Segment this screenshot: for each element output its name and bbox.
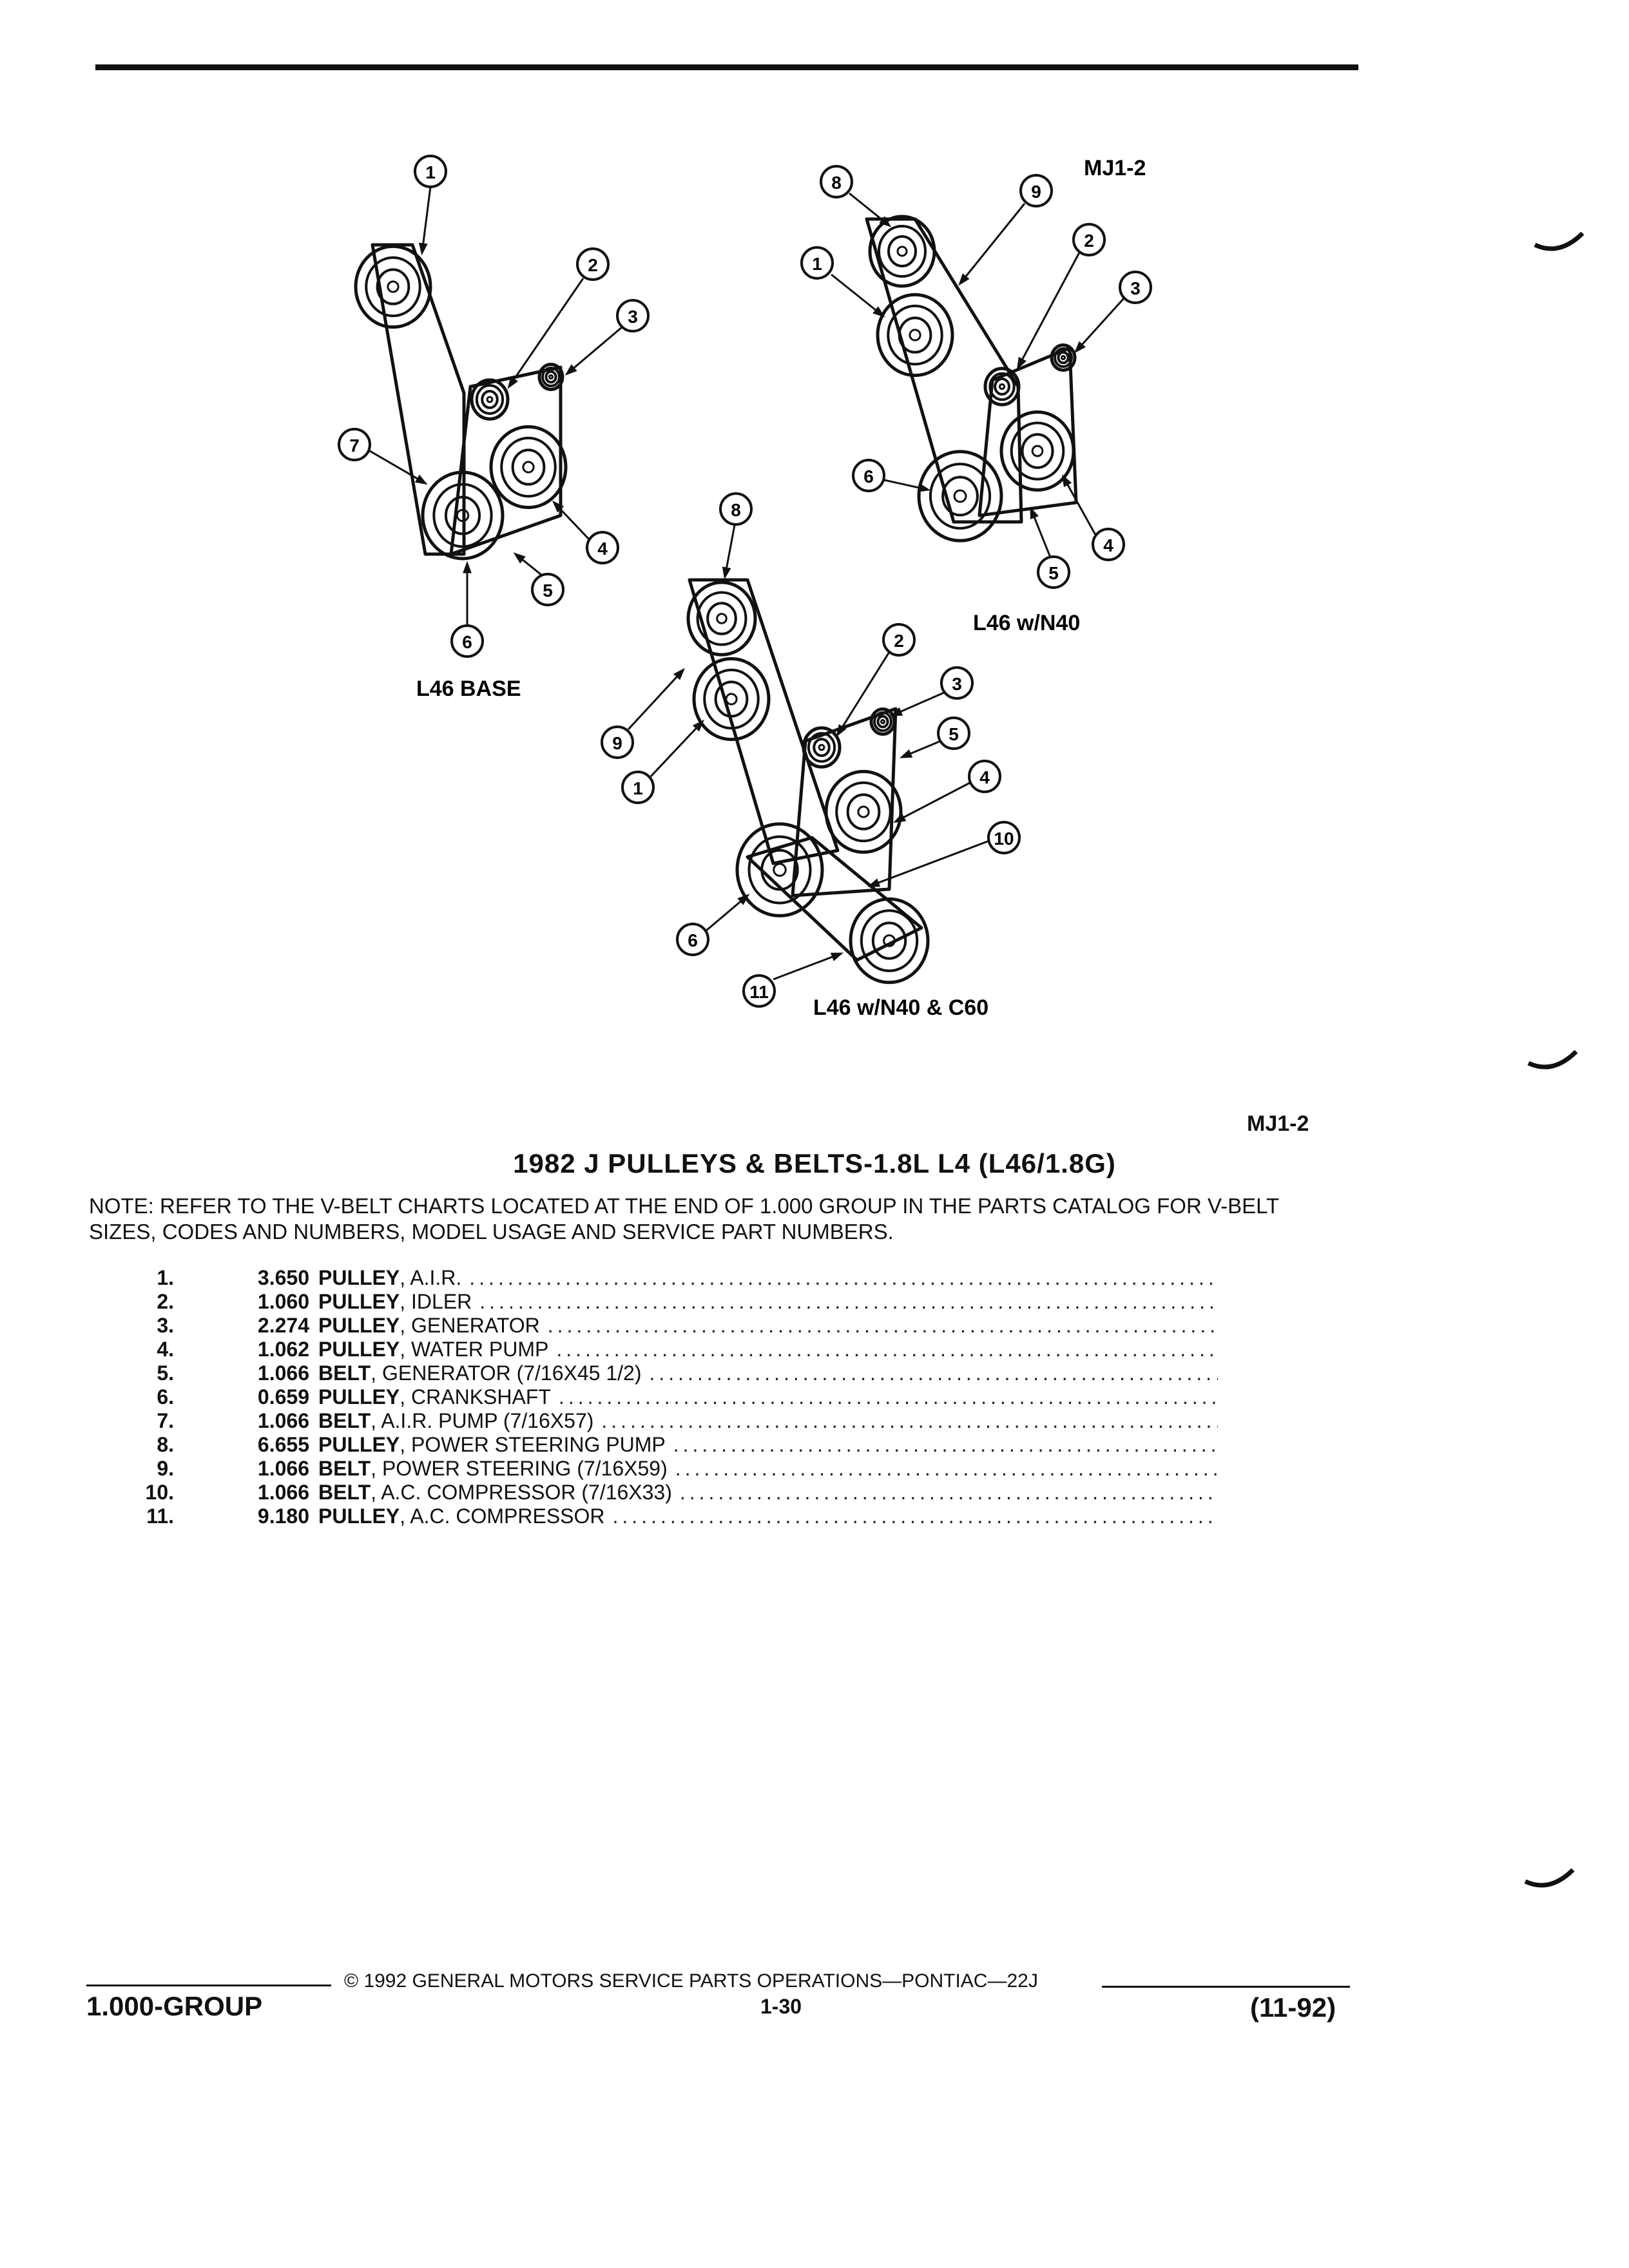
leader-dots (559, 1385, 1218, 1409)
leader-dots (649, 1361, 1218, 1385)
pulley (878, 294, 952, 375)
svg-text:6: 6 (863, 466, 874, 486)
callout-1 (802, 247, 833, 278)
arrowhead (870, 880, 879, 886)
parts-row (122, 1457, 1218, 1481)
part-name: BELT (318, 1481, 371, 1504)
svg-text:6: 6 (688, 930, 698, 950)
leader-dots (613, 1504, 1218, 1528)
part-detail: , WATER PUMP (400, 1338, 549, 1361)
callout-10 (988, 822, 1019, 853)
leader-line (896, 783, 970, 822)
figure-id: MJ1-2 (1247, 1111, 1309, 1136)
callout-9 (1021, 175, 1052, 206)
callout-6 (452, 626, 483, 657)
parts-row (122, 1290, 1218, 1314)
catalog-note: NOTE: REFER TO THE V-BELT CHARTS LOCATED AT THE END OF 1.000 GROUP IN THE PARTS CATALOG FOR V-BELT SIZES, CODES AND NUMBERS, MODEL USAGE AND SERVICE PART NUMBERS. (89, 1194, 1279, 1244)
part-code: 1.066 (257, 1457, 309, 1480)
binding-mark (1524, 1869, 1576, 1894)
part-description (309, 1266, 1218, 1290)
part-detail: , POWER STEERING (7/16X59) (371, 1457, 668, 1480)
callout-9 (602, 727, 633, 758)
svg-text:2: 2 (1084, 231, 1094, 251)
svg-text:6: 6 (462, 632, 472, 652)
part-number: 10. (145, 1481, 174, 1504)
part-description (309, 1290, 1218, 1314)
svg-text:3: 3 (628, 307, 638, 327)
leader-line (1076, 298, 1124, 351)
page-number: 1-30 (760, 1995, 802, 2018)
figure-id-top: MJ1-2 (1084, 156, 1146, 180)
callout-7 (339, 429, 370, 460)
leader-dots (469, 1266, 1218, 1290)
callout-3 (941, 668, 972, 698)
arrowhead (902, 751, 911, 757)
leader-line (370, 451, 425, 483)
pulley (870, 216, 934, 286)
leader-line (870, 841, 989, 886)
part-detail: , CRANKSHAFT (400, 1385, 551, 1408)
part-number: 4. (157, 1338, 174, 1361)
svg-text:9: 9 (1031, 182, 1041, 202)
part-number: 6. (157, 1385, 174, 1408)
callout-4 (587, 532, 618, 563)
part-name: PULLEY (318, 1433, 400, 1456)
part-name: PULLEY (318, 1266, 400, 1289)
pulley (491, 427, 566, 507)
leader-line (831, 274, 883, 316)
svg-text:4: 4 (1103, 535, 1113, 555)
part-description (309, 1314, 1218, 1338)
pulley (919, 452, 1001, 541)
part-detail: , A.I.R. PUMP (7/16X57) (371, 1409, 594, 1432)
part-number: 5. (157, 1361, 174, 1385)
parts-row (122, 1504, 1218, 1528)
parts-row (122, 1338, 1218, 1361)
leader-dots (680, 1481, 1218, 1504)
part-name: BELT (318, 1361, 371, 1385)
part-number: 9. (157, 1457, 174, 1480)
callout-1 (415, 156, 446, 187)
arrowhead (420, 244, 427, 253)
parts-row (122, 1409, 1218, 1433)
part-description (309, 1385, 1218, 1409)
leader-dots (479, 1290, 1218, 1314)
leader-line (628, 670, 683, 729)
part-name: BELT (318, 1457, 371, 1480)
arrowhead (1063, 477, 1070, 486)
leader-line (773, 954, 841, 979)
svg-text:7: 7 (349, 436, 360, 456)
variant-label-base: L46 BASE (416, 677, 521, 701)
svg-text:3: 3 (952, 674, 962, 694)
callout-8 (720, 494, 751, 524)
leader-dots (675, 1457, 1218, 1481)
arrowhead (1031, 509, 1037, 518)
parts-row (122, 1361, 1218, 1385)
leader-dots (601, 1409, 1218, 1433)
page-title: 1982 J PULLEYS & BELTS-1.8L L4 (L46/1.8G) (513, 1148, 1116, 1178)
part-code: 3.650 (257, 1266, 309, 1289)
part-number: 11. (146, 1504, 174, 1528)
leader-line (1063, 477, 1095, 535)
arrowhead (464, 564, 470, 572)
callout-6 (677, 924, 708, 955)
parts-row (122, 1385, 1218, 1409)
part-description (309, 1457, 1218, 1481)
footer-rule-right (1102, 1986, 1350, 1988)
arrowhead (832, 954, 841, 959)
callout-8 (821, 166, 852, 197)
callout-5 (532, 574, 563, 605)
part-code: 1.066 (257, 1409, 309, 1432)
callout-5 (1038, 557, 1069, 588)
part-code: 0.659 (257, 1385, 309, 1408)
part-code: 6.655 (257, 1433, 309, 1456)
part-description (309, 1433, 1218, 1457)
part-detail: , GENERATOR (400, 1314, 540, 1337)
variant-label-n40-c60: L46 w/N40 & C60 (813, 995, 989, 1020)
leader-line (651, 722, 702, 776)
parts-list (122, 1266, 1218, 1528)
part-description (309, 1338, 1218, 1361)
parts-row (122, 1481, 1218, 1504)
svg-text:1: 1 (812, 254, 822, 274)
arrowhead (416, 476, 425, 483)
part-number: 3. (157, 1314, 174, 1337)
part-description (309, 1409, 1218, 1433)
svg-text:1: 1 (633, 778, 643, 798)
part-code: 1.066 (257, 1361, 309, 1385)
part-name: PULLEY (318, 1338, 400, 1361)
leader-dots (673, 1433, 1218, 1457)
svg-text:5: 5 (1048, 563, 1059, 583)
callout-3 (1120, 272, 1151, 303)
callout-11 (744, 975, 775, 1006)
callout-5 (938, 718, 969, 749)
part-name: PULLEY (318, 1290, 400, 1313)
callout-3 (617, 300, 648, 331)
svg-text:2: 2 (588, 255, 598, 275)
svg-text:10: 10 (994, 829, 1014, 849)
callout-2 (577, 249, 608, 280)
part-detail: , A.I.R. (400, 1266, 462, 1289)
part-name: PULLEY (318, 1504, 400, 1528)
svg-text:8: 8 (831, 173, 842, 193)
part-detail: , POWER STEERING PUMP (400, 1433, 666, 1456)
parts-row (122, 1433, 1218, 1457)
pulleys (356, 216, 1075, 983)
svg-text:3: 3 (1130, 278, 1141, 298)
pulley (694, 658, 769, 739)
callout-4 (1093, 529, 1124, 560)
binding-mark (1534, 232, 1585, 258)
copyright-text: © 1992 GENERAL MOTORS SERVICE PARTS OPERATIONS—PONTIAC—22J (344, 1970, 1038, 1992)
callout-4 (969, 761, 1000, 792)
pulley (356, 246, 430, 327)
svg-text:4: 4 (979, 767, 990, 787)
binding-mark (1527, 1050, 1579, 1076)
leader-line (960, 204, 1025, 284)
revision-date: (11-92) (1250, 1992, 1336, 2023)
part-name: BELT (318, 1409, 371, 1432)
part-description (309, 1481, 1218, 1504)
callout-2 (883, 624, 914, 655)
part-code: 1.060 (257, 1290, 309, 1313)
pulley (688, 582, 755, 655)
footer-rule-left (86, 1984, 331, 1986)
part-code: 2.274 (257, 1314, 309, 1337)
part-detail: , GENERATOR (7/16X45 1/2) (371, 1361, 642, 1385)
part-name: PULLEY (318, 1314, 400, 1337)
svg-text:5: 5 (949, 724, 959, 744)
part-detail: , A.C. COMPRESSOR (7/16X33) (371, 1481, 672, 1504)
leader-line (567, 327, 622, 374)
svg-text:9: 9 (612, 733, 622, 753)
svg-text:2: 2 (894, 631, 904, 651)
part-name: PULLEY (318, 1385, 400, 1408)
leader-dots (556, 1338, 1218, 1361)
pulley-belt-diagram (0, 0, 1629, 1044)
pulley (851, 899, 928, 983)
part-description (309, 1361, 1218, 1385)
part-code: 1.062 (257, 1338, 309, 1361)
callout-6 (853, 460, 884, 491)
part-detail: , A.C. COMPRESSOR (400, 1504, 605, 1528)
callout-1 (622, 772, 653, 803)
svg-text:8: 8 (731, 500, 741, 520)
part-number: 7. (157, 1409, 174, 1432)
part-number: 2. (157, 1290, 174, 1313)
part-code: 9.180 (257, 1504, 309, 1528)
part-description (309, 1504, 1218, 1528)
parts-row (122, 1314, 1218, 1338)
part-code: 1.066 (257, 1481, 309, 1504)
variant-label-n40: L46 w/N40 (973, 611, 1081, 635)
leader-line (422, 187, 430, 253)
part-number: 8. (157, 1433, 174, 1456)
leader-dots (548, 1314, 1218, 1338)
part-number: 1. (157, 1266, 174, 1289)
svg-text:11: 11 (749, 982, 769, 1002)
svg-text:4: 4 (597, 539, 608, 559)
parts-row (122, 1266, 1218, 1290)
svg-text:1: 1 (425, 162, 436, 182)
part-detail: , IDLER (400, 1290, 472, 1313)
arrowhead (724, 568, 729, 577)
group-number: 1.000-GROUP (86, 1991, 263, 2021)
callout-2 (1074, 224, 1104, 255)
svg-text:5: 5 (543, 581, 553, 601)
